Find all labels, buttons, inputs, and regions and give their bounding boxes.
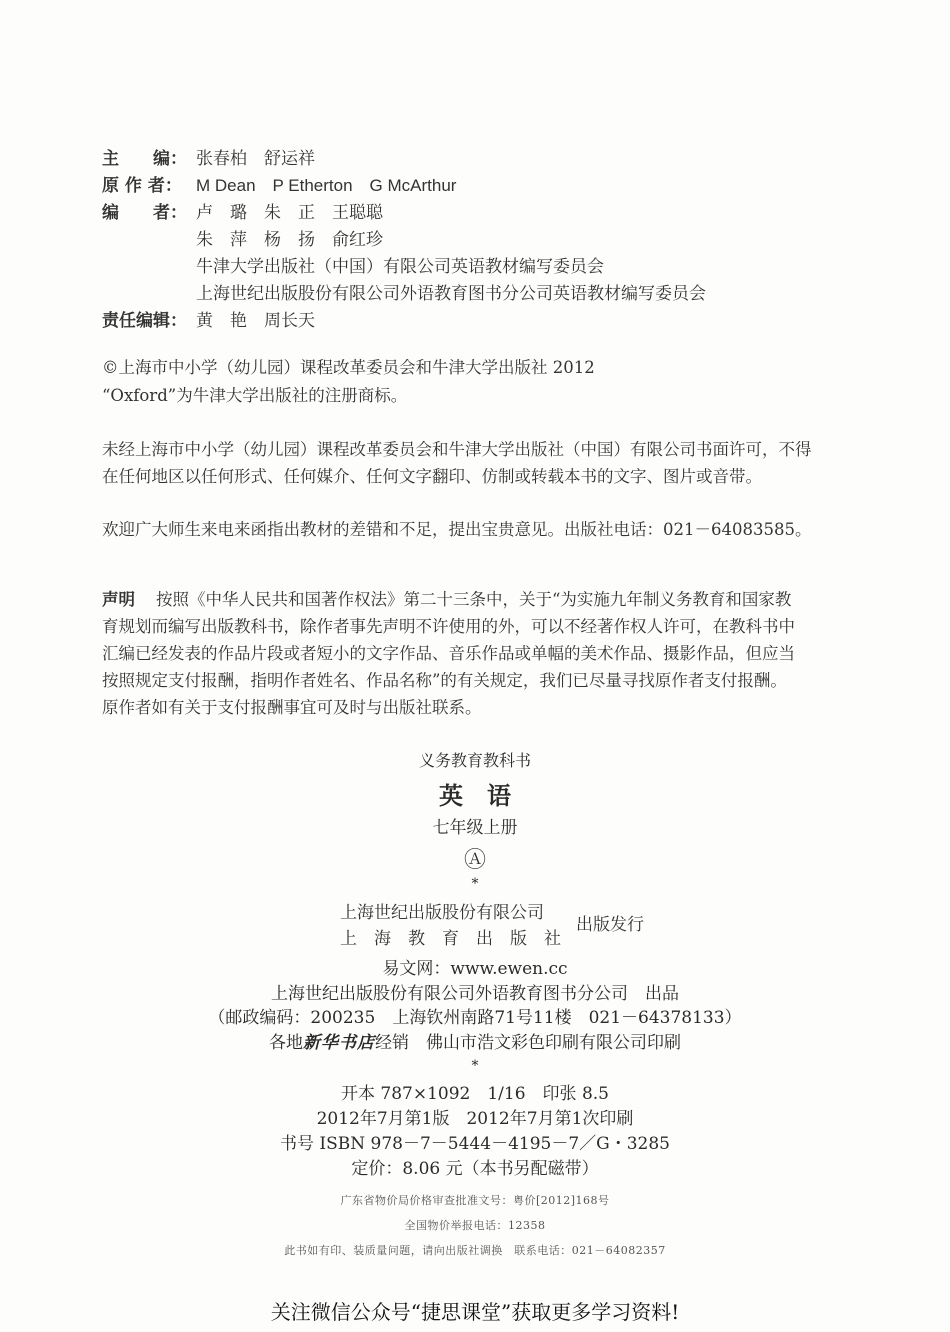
distribution-line bbox=[0, 1028, 950, 1053]
authors-line: 牛津大学出版社（中国）有限公司英语教材编写委员会 bbox=[196, 257, 604, 277]
statement-label: 声明 bbox=[102, 590, 135, 609]
price-hotline: 全国物价举报电话：12358 bbox=[404, 1219, 546, 1232]
publisher-company: 上海世纪出版股份有限公司 bbox=[340, 903, 544, 923]
isbn: 书号 ISBN 978－7－5444－4195－7／G・3285 bbox=[280, 1134, 670, 1154]
postal-address: （邮政编码：200235 上海钦州南路71号11楼 021－64378133） bbox=[208, 1008, 742, 1028]
producer: 上海世纪出版股份有限公司外语教育图书分公司 出品 bbox=[271, 984, 679, 1004]
publisher-press: 上 海 教 育 出 版 社 bbox=[340, 929, 561, 949]
book-title: 英 语 bbox=[439, 782, 511, 810]
website: 易文网：www.ewen.cc bbox=[382, 959, 568, 979]
responsible-editor-value: 黄 艳 周长天 bbox=[196, 311, 315, 331]
copyright-line: ©上海市中小学（幼儿园）课程改革委员会和牛津大学出版社 2012 bbox=[102, 358, 595, 377]
statement-line: 汇编已经发表的作品片段或者短小的文字作品、音乐作品或单幅的美术作品、摄影作品，但应当 bbox=[102, 644, 795, 663]
statement-line: 原作者如有关于支付报酬事宜可及时与出版社联系。 bbox=[102, 698, 482, 717]
chief-editor-label: 主 编： bbox=[102, 149, 187, 169]
notice-line: 未经上海市中小学（幼儿园）课程改革委员会和牛津大学出版社（中国）有限公司书面许可，不得 bbox=[102, 440, 812, 459]
grade-volume: 七年级上册 bbox=[432, 818, 518, 838]
edition-printing: 2012年7月第1版 2012年7月第1次印刷 bbox=[316, 1109, 634, 1129]
statement-line: 按照规定支付报酬，指明作者姓名、作品名称”的有关规定，我们已尽量寻找原作者支付报酬。 bbox=[102, 671, 787, 690]
authors-line: 上海世纪出版股份有限公司外语教育图书分公司英语教材编写委员会 bbox=[196, 284, 706, 304]
separator-star: * bbox=[471, 876, 479, 892]
authors-label: 编 者： bbox=[102, 203, 187, 223]
price: 定价：8.06 元（本书另配磁带） bbox=[351, 1159, 599, 1179]
distribution-prefix: 各地 bbox=[269, 1033, 303, 1053]
trademark-line: “Oxford”为牛津大学出版社的注册商标。 bbox=[102, 386, 408, 405]
original-authors-value: M Dean P Etherton G McArthur bbox=[196, 176, 457, 195]
responsible-editor-label: 责任编辑： bbox=[102, 311, 187, 331]
xinhua-bookstore-logo: 新华书店 bbox=[303, 1033, 375, 1053]
publish-role: 出版发行 bbox=[576, 915, 644, 935]
distribution-suffix: 经销 佛山市浩文彩色印刷有限公司印刷 bbox=[375, 1033, 681, 1053]
separator-star: * bbox=[471, 1058, 479, 1074]
quality-note: 此书如有印、装质量问题，请向出版社调换 联系电话：021－64082357 bbox=[284, 1244, 666, 1257]
book-format: 开本 787×1092 1/16 印张 8.5 bbox=[341, 1084, 609, 1104]
footer-promo: 关注微信公众号“捷思课堂”获取更多学习资料! bbox=[270, 1300, 680, 1324]
edition-mark-icon: Ⓐ bbox=[463, 848, 486, 873]
feedback-line: 欢迎广大师生来电来函指出教材的差错和不足，提出宝贵意见。出版社电话：021－64083585。 bbox=[102, 520, 812, 539]
statement-line: 育规划而编写出版教科书，除作者事先声明不许使用的外，可以不经著作权人许可，在教科书中 bbox=[102, 617, 795, 636]
statement-line: 按照《中华人民共和国著作权法》第二十三条中，关于“为实施九年制义务教育和国家教 bbox=[156, 590, 792, 609]
authors-line: 卢 璐 朱 正 王聪聪 bbox=[196, 203, 383, 223]
original-authors-label: 原 作 者： bbox=[102, 176, 182, 196]
price-approval: 广东省物价局价格审查批准文号：粤价[2012]168号 bbox=[340, 1194, 610, 1207]
chief-editor-value: 张春柏 舒运祥 bbox=[196, 149, 315, 169]
authors-line: 朱 萍 杨 扬 俞红珍 bbox=[196, 230, 383, 250]
series-title: 义务教育教科书 bbox=[418, 751, 531, 770]
notice-line: 在任何地区以任何形式、任何媒介、任何文字翻印、仿制或转载本书的文字、图片或音带。 bbox=[102, 467, 762, 486]
